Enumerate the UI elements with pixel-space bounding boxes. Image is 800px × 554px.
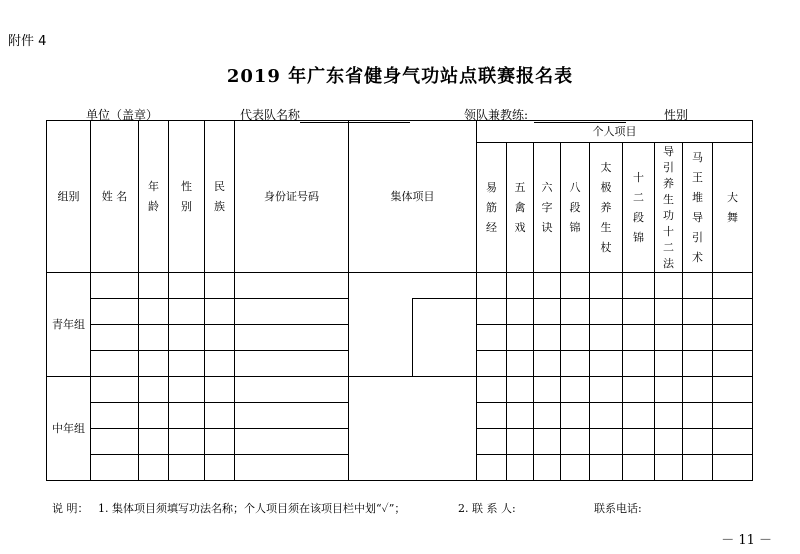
table-cell[interactable] [713,299,753,325]
table-cell[interactable] [623,455,655,481]
header-event: 十二段锦 [623,143,655,273]
header-name: 姓 名 [91,121,139,273]
table-cell[interactable] [590,455,623,481]
table-cell[interactable] [235,273,349,299]
header-event: 八段锦 [561,143,590,273]
group-youth: 青年组 [47,273,91,377]
table-cell[interactable] [507,351,534,377]
table-cell[interactable] [534,429,561,455]
table-cell[interactable] [561,351,590,377]
page-number: － 11 － [721,533,772,548]
table-cell[interactable] [139,377,169,403]
table-cell[interactable] [713,273,753,299]
table-cell[interactable] [534,351,561,377]
collective-cell[interactable] [349,299,413,377]
table-cell[interactable] [561,403,590,429]
table-cell[interactable] [169,429,205,455]
header-id-number: 身份证号码 [235,121,349,273]
unit-label: 单位（盖章） [86,108,159,122]
table-cell[interactable] [507,429,534,455]
table-cell[interactable] [205,351,235,377]
table-cell[interactable] [655,377,683,403]
note-collective: 1. 集体项目须填写功法名称；个人项目须在该项目栏中划“✓”； [98,502,406,515]
table-cell[interactable] [683,377,713,403]
table-cell[interactable] [590,273,623,299]
table-cell[interactable] [683,403,713,429]
table-cell[interactable] [169,403,205,429]
registration-table [46,120,753,481]
form-title: 2019 年广东省健身气功站点联赛报名表 [226,66,574,87]
table-cell[interactable] [477,325,507,351]
table-cell[interactable] [590,429,623,455]
table-cell[interactable] [534,273,561,299]
table-cell[interactable] [91,351,139,377]
table-cell[interactable] [507,299,534,325]
table-cell[interactable] [683,299,713,325]
table-cell[interactable] [205,325,235,351]
table-cell[interactable] [91,325,139,351]
table-cell[interactable] [713,377,753,403]
table-cell[interactable] [205,403,235,429]
table-cell[interactable] [235,455,349,481]
table-cell[interactable] [683,325,713,351]
header-event: 马王堆导引术 [683,143,713,273]
table-cell[interactable] [623,325,655,351]
table-cell[interactable] [169,325,205,351]
table-cell[interactable] [683,273,713,299]
contact-person-label: 2. 联 系 人: [458,502,516,515]
header-event: 五禽戏 [507,143,534,273]
table-cell[interactable] [477,403,507,429]
table-cell[interactable] [205,455,235,481]
table-cell[interactable] [590,403,623,429]
header-event: 太极养生杖 [590,143,623,273]
table-cell[interactable] [91,377,139,403]
table-cell[interactable] [169,299,205,325]
table-cell[interactable] [713,325,753,351]
table-cell[interactable] [477,377,507,403]
header-event: 易筋经 [477,143,507,273]
table-cell[interactable] [713,455,753,481]
table-cell[interactable] [235,351,349,377]
header-collective: 集体项目 [349,121,477,273]
table-cell[interactable] [590,299,623,325]
header-individual: 个人项目 [477,121,753,143]
table-cell[interactable] [477,299,507,325]
table-cell[interactable] [91,403,139,429]
header-event: 大舞 [713,143,753,273]
leader-label: 领队兼教练: [464,108,529,122]
table-cell[interactable] [235,325,349,351]
table-cell[interactable] [623,377,655,403]
table-cell[interactable] [534,403,561,429]
table-cell[interactable] [655,325,683,351]
table-cell[interactable] [205,429,235,455]
header-ethnicity: 民族 [205,121,235,273]
table-cell[interactable] [623,299,655,325]
table-cell[interactable] [139,429,169,455]
table-cell[interactable] [91,273,139,299]
table-cell[interactable] [561,377,590,403]
table-cell[interactable] [655,403,683,429]
table-cell[interactable] [534,299,561,325]
table-cell[interactable] [507,273,534,299]
table-cell[interactable] [169,455,205,481]
table-cell[interactable] [477,351,507,377]
table-cell[interactable] [235,403,349,429]
table-cell[interactable] [655,455,683,481]
table-cell[interactable] [139,299,169,325]
header-group: 组别 [47,121,91,273]
table-cell[interactable] [590,325,623,351]
table-cell[interactable] [139,351,169,377]
contact-phone-label: 联系电话: [594,502,642,515]
collective-cell[interactable] [349,273,477,299]
table-cell[interactable] [534,325,561,351]
table-cell[interactable] [139,273,169,299]
table-cell[interactable] [477,429,507,455]
header-event: 六字诀 [534,143,561,273]
table-cell[interactable] [623,429,655,455]
team-name-label: 代表队名称 [240,108,301,122]
table-cell[interactable] [169,273,205,299]
table-cell[interactable] [713,351,753,377]
table-cell[interactable] [169,351,205,377]
table-cell[interactable] [561,299,590,325]
table-cell[interactable] [169,377,205,403]
collective-cell[interactable] [413,299,477,377]
collective-cell[interactable] [349,377,477,481]
note-label: 说 明： [52,502,89,515]
table-cell[interactable] [507,325,534,351]
table-cell[interactable] [590,351,623,377]
table-cell[interactable] [507,403,534,429]
header-event: 导引养生功十二法 [655,143,683,273]
table-cell[interactable] [683,429,713,455]
table-cell[interactable] [205,273,235,299]
table-cell[interactable] [561,455,590,481]
table-cell[interactable] [561,273,590,299]
table-cell[interactable] [713,403,753,429]
table-cell[interactable] [477,455,507,481]
gender-label: 性别 [664,108,689,122]
table-cell[interactable] [139,403,169,429]
table-cell[interactable] [91,455,139,481]
table-cell[interactable] [655,299,683,325]
table-cell[interactable] [205,377,235,403]
table-cell[interactable] [655,351,683,377]
table-cell[interactable] [507,377,534,403]
table-cell[interactable] [507,455,534,481]
table-cell[interactable] [91,429,139,455]
table-cell[interactable] [235,377,349,403]
table-cell[interactable] [235,429,349,455]
table-cell[interactable] [590,377,623,403]
table-cell[interactable] [139,455,169,481]
table-cell[interactable] [713,429,753,455]
table-cell[interactable] [683,351,713,377]
table-cell[interactable] [534,455,561,481]
table-cell[interactable] [561,429,590,455]
table-cell[interactable] [534,377,561,403]
header-gender: 性别 [169,121,205,273]
table-cell[interactable] [623,403,655,429]
table-cell[interactable] [205,299,235,325]
table-cell[interactable] [683,455,713,481]
table-cell[interactable] [623,351,655,377]
table-cell[interactable] [139,325,169,351]
table-cell[interactable] [477,273,507,299]
group-middle-age: 中年组 [47,377,91,481]
table-cell[interactable] [655,273,683,299]
table-cell[interactable] [91,299,139,325]
header-age: 年龄 [139,121,169,273]
table-cell[interactable] [561,325,590,351]
attachment-label: 附件 4 [8,34,47,49]
table-cell[interactable] [655,429,683,455]
table-cell[interactable] [235,299,349,325]
table-cell[interactable] [623,273,655,299]
